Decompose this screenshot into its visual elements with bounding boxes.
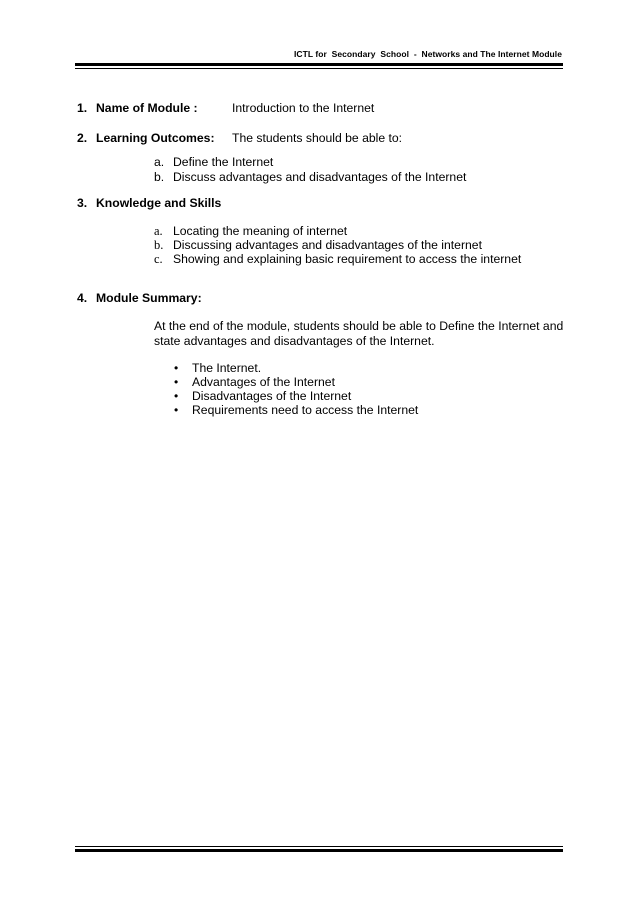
bullet-icon: • bbox=[174, 389, 179, 403]
list-marker: a. bbox=[154, 155, 165, 169]
bullet-text: Disadvantages of the Internet bbox=[192, 389, 352, 403]
bullet-text: Requirements need to access the Internet bbox=[192, 403, 419, 417]
section-number: 1. bbox=[77, 101, 88, 115]
list-marker: b. bbox=[154, 170, 165, 184]
header-rule-thick bbox=[75, 63, 563, 66]
list-item-text: Discuss advantages and disadvantages of the Internet bbox=[173, 170, 467, 184]
list-item-text: Locating the meaning of internet bbox=[173, 224, 348, 238]
bullet-icon: • bbox=[174, 375, 179, 389]
footer-rule-thin bbox=[75, 846, 563, 847]
module-name-value: Introduction to the Internet bbox=[232, 101, 375, 115]
section-number: 4. bbox=[77, 291, 88, 305]
bullet-text: The Internet. bbox=[192, 361, 262, 375]
footer-rule-thick bbox=[75, 849, 563, 852]
header-title: ICTL for Secondary School - Networks and The Internet Module bbox=[294, 49, 562, 59]
bullet-icon: • bbox=[174, 403, 179, 417]
list-item-text: Define the Internet bbox=[173, 155, 274, 169]
section-number: 2. bbox=[77, 131, 88, 145]
section-number: 3. bbox=[77, 196, 88, 210]
bullet-text: Advantages of the Internet bbox=[192, 375, 335, 389]
section-title: Name of Module : bbox=[96, 101, 198, 115]
learning-outcomes-intro: The students should be able to: bbox=[232, 131, 403, 145]
list-marker: a. bbox=[154, 224, 163, 238]
bullet-icon: • bbox=[174, 361, 179, 375]
list-item-text: Discussing advantages and disadvantages of the internet bbox=[173, 238, 482, 252]
list-item-text: Showing and explaining basic requirement to access the internet bbox=[173, 252, 522, 266]
list-marker: b. bbox=[154, 238, 164, 252]
section-title: Learning Outcomes: bbox=[96, 131, 215, 145]
section-title: Knowledge and Skills bbox=[96, 196, 222, 210]
header-rule-thin bbox=[75, 68, 563, 69]
section-title: Module Summary: bbox=[96, 291, 202, 305]
list-marker: c. bbox=[154, 252, 163, 266]
